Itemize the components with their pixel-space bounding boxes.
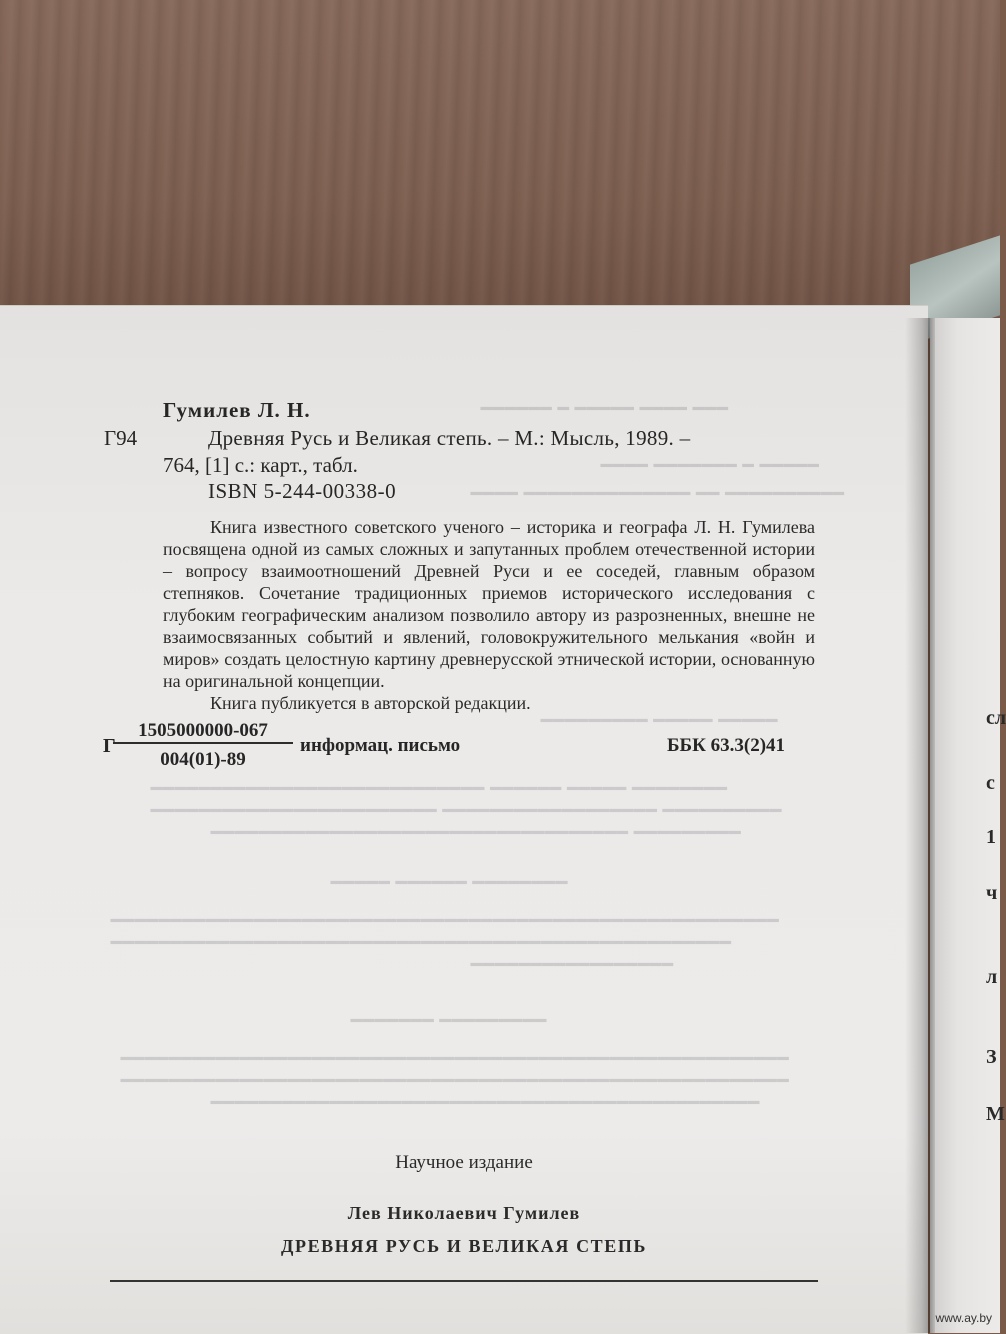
index-numerator: 1505000000-067 [113, 720, 293, 744]
classification-code: Г94 [104, 426, 138, 450]
right-page-fragment: ч [986, 882, 998, 904]
abstract-paragraph: Книга известного советского ученого – историка и географа Л. Н. Гумилева посвящена одной из самых сложных и запутанных проблем отечественной истории – вопросу взаимоотношений Древней Руси и ее соседей, главным образом степняков. Сочетание традиционных приемов исторического исследования с глубоким географическим анализом позволило автору из разрозненных, внешне не взаимосвязанных событий и явлений, головокружительного мелькания «войн и миров» создать целостную картину древнерусской этнической истории, основанную на оригинальной концепции. [163, 517, 815, 691]
citation-line-2: 764, [1] с.: карт., табл. [163, 453, 358, 477]
isbn-number: ISBN 5-244-00338-0 [208, 479, 397, 503]
author-full-name: Лев Николаевич Гумилев [347, 1203, 581, 1223]
abstract-paragraph: Книга публикуется в авторской редакции. [210, 693, 531, 713]
edition-type: Научное издание [395, 1152, 533, 1173]
author-name: Гумилев Л. Н. [163, 398, 311, 422]
book-abstract [163, 516, 815, 714]
bbk-code: ББК 63.3(2)41 [667, 735, 786, 756]
right-page-fragment: сл [986, 707, 1006, 729]
right-page-fragment: 1 [986, 826, 996, 848]
wooden-table-background [0, 0, 1000, 330]
right-page-fragment: М [986, 1103, 1005, 1125]
index-denominator: 004(01)-89 [160, 749, 246, 770]
info-letter-note: информац. письмо [300, 735, 461, 756]
right-page-fragment: л [986, 966, 998, 988]
book-title-caps: ДРЕВНЯЯ РУСЬ И ВЕЛИКАЯ СТЕПЬ [281, 1236, 647, 1256]
bottom-rule [110, 1280, 818, 1282]
citation-line-1: Древняя Русь и Великая степь. – М.: Мысль, 1989. – [208, 426, 691, 450]
right-page-fragment: З [986, 1046, 997, 1068]
index-letter: Г [103, 735, 116, 757]
right-page-fragment: с [986, 772, 995, 794]
book-gutter-shadow [905, 318, 935, 1333]
site-watermark: www.ay.by [935, 1311, 992, 1325]
